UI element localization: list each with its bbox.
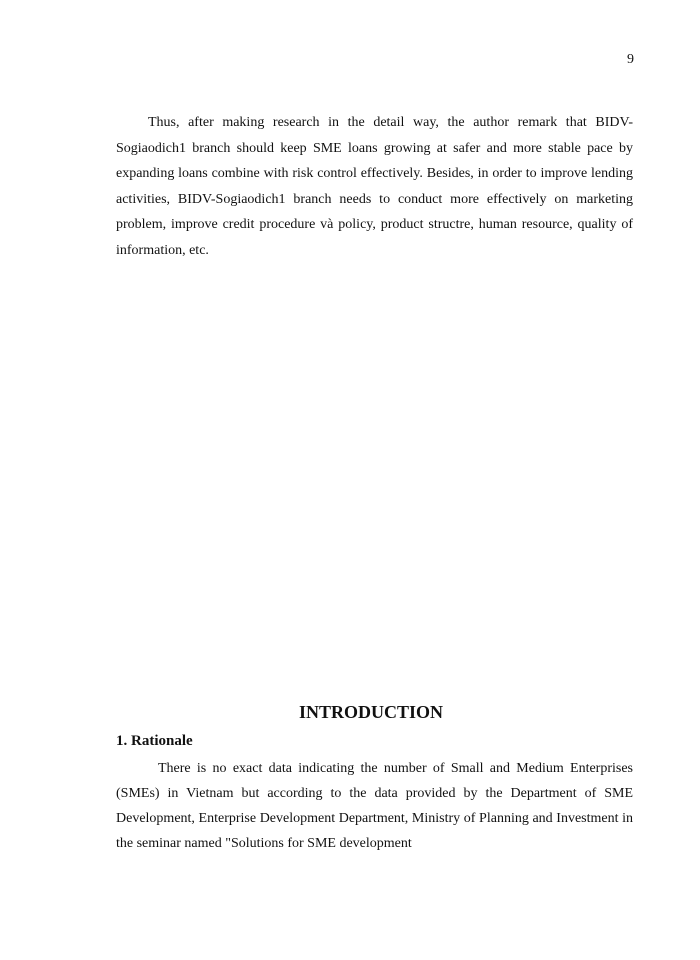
summary-paragraph: Thus, after making research in the detail way, the author remark that BIDV-Sogiaodich1 branch should keep SME loans growing at safer and more stable pace by expanding loans combine with risk control effectively. Besides, in order to improve lending activities, BIDV-Sogiaodich1 branch needs to conduct more effectively on marketing problem, improve credit procedure và policy, product structre, human resource, quality of information, etc. — [116, 115, 633, 258]
rationale-heading: 1. Rationale — [116, 733, 193, 749]
rationale-paragraph: There is no exact data indicating the number of Small and Medium Enterprises (SMEs) in Vietnam but according to the data provided by the Department of SME Development, Enterprise Development Department, Ministry of Planning and Investment in the seminar named "Solutions for SME development — [116, 761, 633, 851]
page-number: 9 — [627, 52, 634, 67]
introduction-heading: INTRODUCTION — [298, 702, 444, 722]
